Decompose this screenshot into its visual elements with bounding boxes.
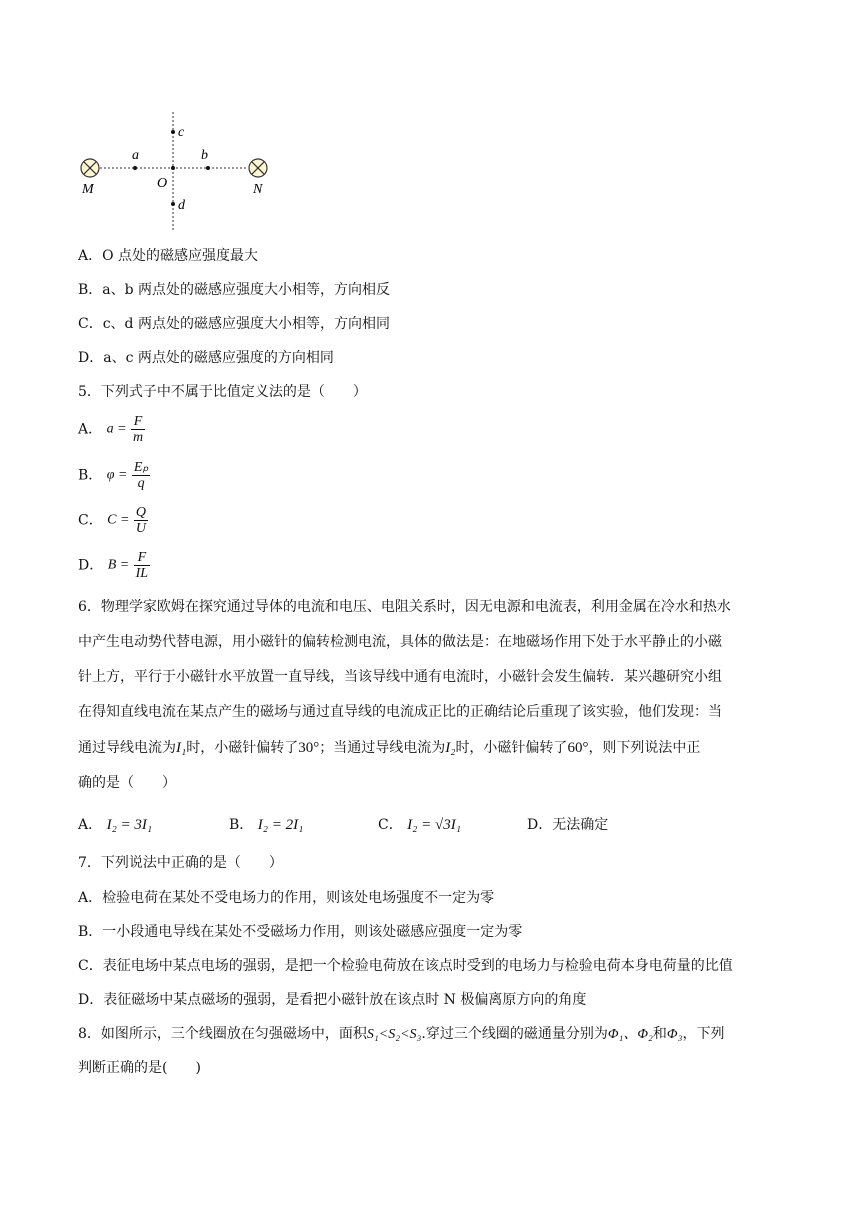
q6-option-a — [78, 815, 152, 835]
numerator: F — [131, 414, 145, 430]
text: 时，小磁针偏转了 — [455, 740, 568, 756]
angle-30: 30° — [298, 740, 320, 756]
option-letter: A． — [78, 421, 103, 438]
label-a: a — [132, 148, 139, 163]
q6-line-5 — [78, 738, 700, 758]
point-c — [171, 130, 175, 134]
formula-lhs: φ = — [106, 467, 128, 483]
option-letter: C． — [78, 512, 103, 529]
q4-option-a: A．O 点处的磁感应强度最大 — [78, 248, 259, 264]
denominator: U — [135, 521, 147, 536]
q6-line-1: 6．物理学家欧姆在探究通过导体的电流和电压、电阻关系时，因无电源和电流表，利用金属在冷水和热水 — [78, 599, 731, 615]
option-letter: C． — [378, 817, 403, 833]
flux-symbol-3: Φ₃ — [666, 1027, 683, 1042]
q7-stem: 7．下列说法中正确的是（ ） — [78, 855, 283, 871]
text: 通过导线电流为 — [78, 740, 176, 756]
wire-n-into-page-icon — [249, 159, 267, 177]
q7-option-c: C．表征电场中某点电场的强弱，是把一个检验电荷放在该点时受到的电场力与检验电荷本身电荷量的比值 — [78, 958, 733, 974]
q6-line-2: 中产生电动势代替电源，用小磁针的偏转检测电流，具体的做法是：在地磁场作用下处于水平静止的小磁 — [78, 634, 722, 650]
q6-option-c — [378, 815, 461, 835]
q5-stem: 5．下列式子中不属于比值定义法的是（ ） — [78, 384, 367, 400]
text: ，下列 — [682, 1026, 725, 1042]
option-letter: D． — [78, 557, 104, 574]
angle-60: 60° — [567, 740, 589, 756]
q4-option-b: B．a、b 两点处的磁感应强度大小相等，方向相反 — [78, 282, 391, 298]
option-letter: A． — [78, 817, 103, 833]
q8-line-1 — [78, 1024, 724, 1045]
text: ；当通过导线电流为 — [319, 740, 446, 756]
numerator: Q — [135, 505, 147, 520]
option-letter: B． — [229, 817, 254, 833]
wire-m-into-page-icon — [81, 159, 99, 177]
text: .穿过三个线圈的磁通量分别为 — [421, 1026, 608, 1042]
q8-line-2: 判断正确的是( ) — [78, 1060, 201, 1076]
label-o: O — [157, 176, 168, 191]
q5-option-b — [78, 460, 150, 491]
text: 和 — [652, 1026, 667, 1042]
text: 时，小磁针偏转了 — [186, 740, 299, 756]
q5-option-a — [78, 414, 145, 445]
flux-symbols: Φ₁、Φ₂ — [607, 1027, 653, 1042]
q7-option-a: A．检验电荷在某处不受电场力的作用，则该处电场强度不一定为零 — [78, 890, 495, 906]
formula-lhs: B = — [107, 557, 130, 573]
fraction — [134, 550, 150, 581]
q5-option-c — [78, 505, 148, 536]
option-formula: I₂ = 3I₁ — [106, 817, 153, 833]
q6-option-d: D．无法确定 — [527, 817, 609, 833]
fraction — [131, 414, 145, 445]
q6-line-6: 确的是（ ） — [78, 775, 176, 791]
denominator: m — [132, 430, 144, 445]
point-d — [171, 202, 175, 206]
point-a — [133, 166, 137, 170]
area-relation: S₁<S₂<S₃ — [366, 1027, 422, 1042]
label-n: N — [253, 182, 263, 197]
label-c: c — [178, 125, 185, 140]
q5-option-d — [78, 550, 150, 581]
option-formula: I₂ = 2I₁ — [257, 817, 304, 833]
option-letter: B． — [78, 467, 103, 484]
q6-line-3: 针上方，平行于小磁针水平放置一直导线，当该导线中通有电流时，小磁针会发生偏转．某兴趣研究小组 — [78, 669, 722, 685]
point-b — [206, 166, 210, 170]
label-m: M — [82, 182, 94, 197]
label-d: d — [178, 198, 185, 213]
label-b: b — [201, 148, 208, 163]
q6-line-4: 在得知直线电流在某点产生的磁场与通过直导线的电流成正比的正确结论后重现了该实验，他们发现：当 — [78, 704, 722, 720]
fraction — [134, 505, 148, 536]
formula-lhs: C = — [107, 512, 130, 528]
q4-option-c: C．c、d 两点处的磁感应强度大小相等，方向相同 — [78, 316, 390, 332]
numerator: F — [134, 550, 150, 566]
q4-option-d: D．a、c 两点处的磁感应强度的方向相同 — [78, 350, 334, 366]
q7-option-b: B．一小段通电导线在某处不受磁场力作用，则该处磁感应强度一定为零 — [78, 924, 523, 940]
current-i1: I₁ — [176, 740, 187, 756]
denominator: q — [137, 476, 145, 491]
q7-option-d: D．表征磁场中某点磁场的强弱，是看把小磁针放在该点时 N 极偏离原方向的角度 — [78, 992, 587, 1008]
q6-option-b — [229, 815, 303, 835]
text: ，则下列说法中正 — [588, 740, 701, 756]
option-formula: I₂ = √3I₁ — [407, 817, 461, 833]
point-o — [171, 166, 175, 170]
numerator: Eₚ — [133, 460, 149, 475]
fraction — [132, 460, 151, 491]
text: 8．如图所示，三个线圈放在匀强磁场中，面积 — [78, 1026, 367, 1042]
current-i2: I₂ — [445, 740, 456, 756]
denominator: IL — [135, 566, 149, 581]
wire-field-figure — [78, 108, 288, 238]
formula-lhs: a = — [106, 421, 127, 437]
